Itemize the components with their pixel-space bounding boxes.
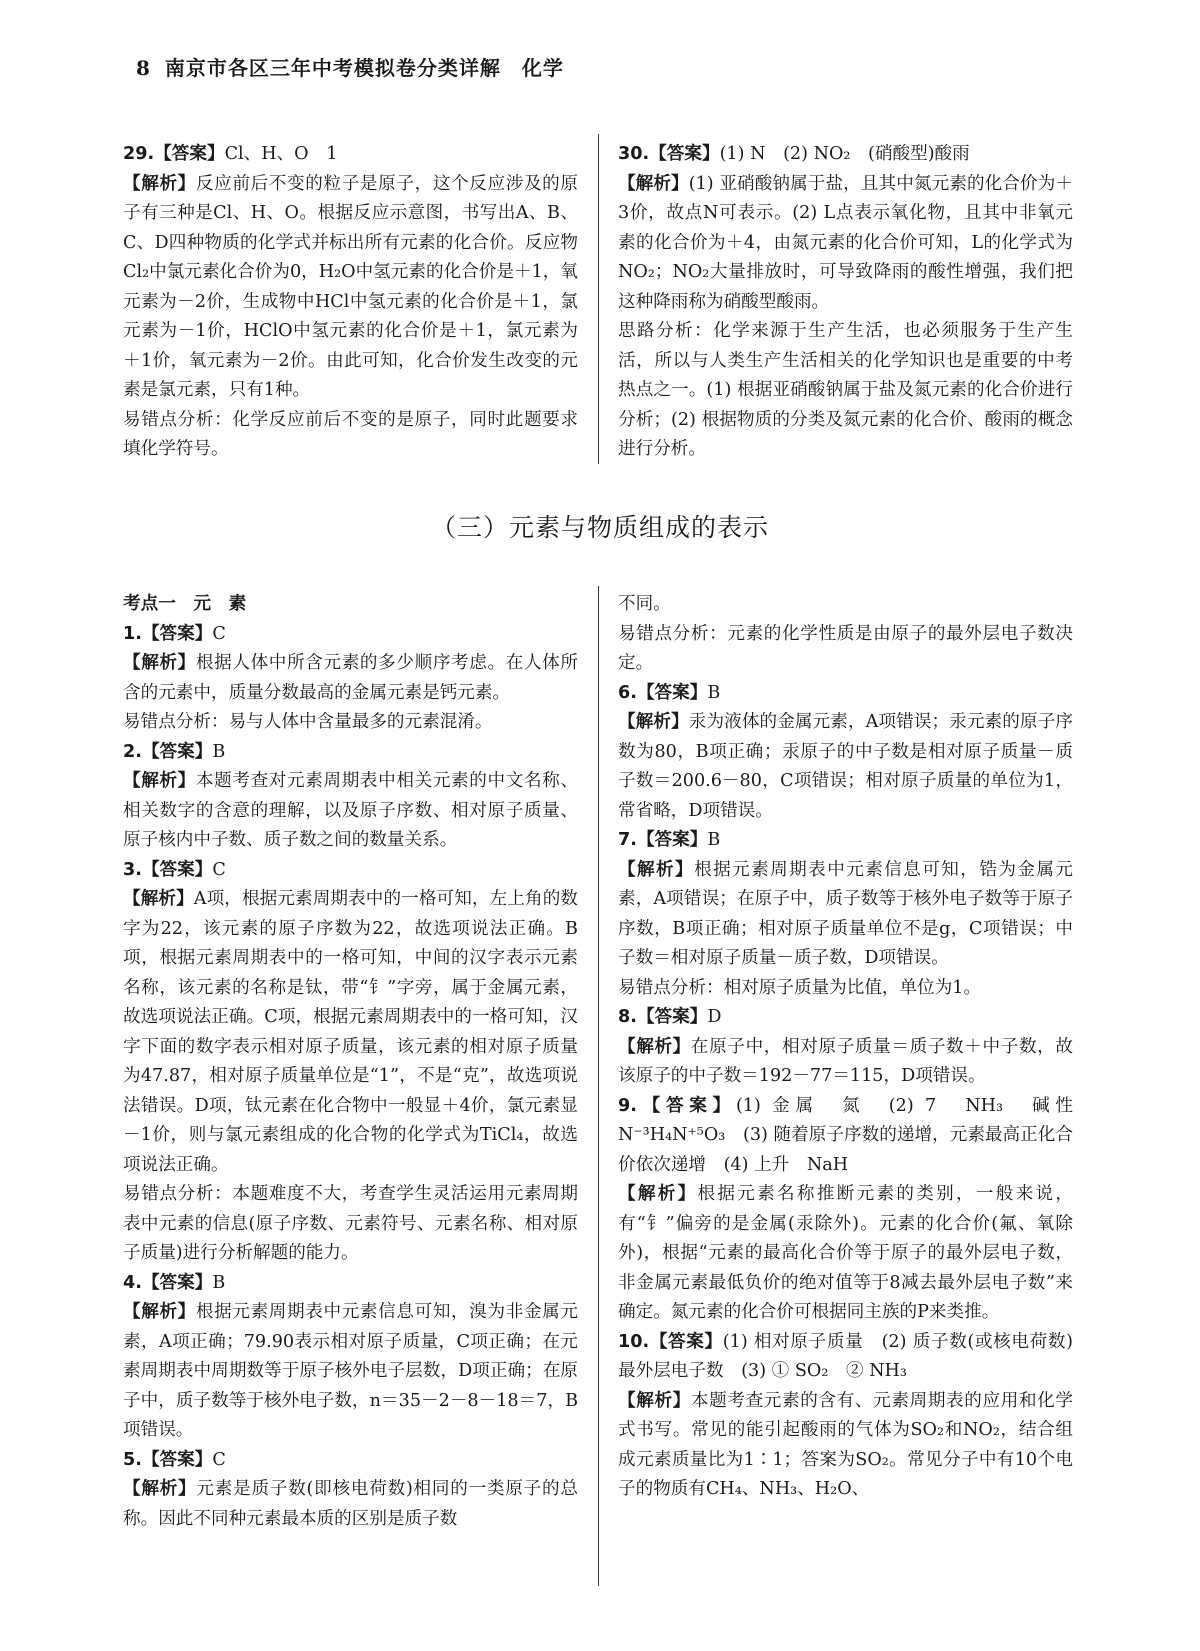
- answer-9: 9.【答案】(1) 金属 氮 (2) 7 NH₃ 碱性 N⁻³H₄N⁺⁵O₃ (3) 随着原子序数的递增，元素最高正化合价依次递增 (4) 上升 NaH: [618, 1095, 1091, 1175]
- analysis-9: 【解析】根据元素名称推断元素的类别，一般来说，有“钅”偏旁的是金属(汞除外)。元素的化合价(氟、氧除外)，根据“元素的最高化合价等于原子的最外层电子数，非金属元素最低负价的绝对值等于8减去最外层电子数”来确定。氮元素的化合价可根据同主族的P来类推。: [618, 1184, 1073, 1322]
- column-top-left: [123, 140, 578, 465]
- answer-3: 3.【答案】C: [123, 859, 226, 880]
- answer-2: 2.【答案】B: [123, 741, 226, 762]
- analysis-7: 【解析】根据元素周期表中元素信息可知，锆为金属元素，A项错误；在原子中，质子数等于核外电子数等于原子序数，B项正确；相对原子质量单位不是g，C项错误；中子数＝相对原子质量－质子数，D项错误。: [618, 859, 1073, 968]
- book-title: 南京市各区三年中考模拟卷分类详解 化学: [164, 56, 564, 80]
- analysis-29: 【解析】反应前后不变的粒子是原子，这个反应涉及的原子有三种是Cl、H、O。根据反应示意图，书写出A、B、C、D四种物质的化学式并标出所有元素的化合价。反应物Cl₂中氯元素化合价为0，H₂O中氢元素的化合价是＋1，氧元素为－2价，生成物中HCl中氢元素的化合价是＋1，氯元素为－1价，HClO中氢元素的化合价是＋1，氯元素为＋1价，氧元素为－2价。由此可知，化合价发生改变的元素是氯元素，只有1种。: [123, 173, 578, 400]
- column-bottom-left: [123, 590, 578, 1534]
- analysis-2: 【解析】本题考查对元素周期表中相关元素的中文名称、相关数字的含意的理解，以及原子序数、相对原子质量、原子核内中子数、质子数之间的数量关系。: [123, 771, 578, 850]
- answer-10: 10.【答案】(1) 相对原子质量 (2) 质子数(或核电荷数) 最外层电子数 (3) ① SO₂ ② NH₃: [618, 1331, 1091, 1381]
- analysis-8: 【解析】在原子中，相对原子质量＝质子数＋中子数，故该原子的中子数＝192－77＝115，D项错误。: [618, 1036, 1073, 1086]
- thinking-analysis-30: 思路分析：化学来源于生产生活，也必须服务于生产生活，所以与人类生产生活相关的化学知识也是重要的中考热点之一。(1) 根据亚硝酸钠属于盐及氮元素的化合价进行分析；(2) 根据物质的分类及氮元素的化合价、酸雨的概念进行分析。: [618, 321, 1073, 459]
- answer-1: 1.【答案】C: [123, 623, 226, 644]
- error-analysis-7: 易错点分析：相对原子质量为比值，单位为1。: [618, 977, 982, 998]
- page-header: [136, 52, 564, 81]
- answer-5: 5.【答案】C: [123, 1449, 226, 1470]
- analysis-3: 【解析】A项，根据元素周期表中的一格可知，左上角的数字为22，该元素的原子序数为22，故选项说法正确。B项，根据元素周期表中的一格可知，中间的汉字表示元素名称，该元素的名称是钛，带“钅”字旁，属于金属元素，故选项说法正确。C项，根据元素周期表中的一格可知，汉字下面的数字表示相对原子质量，该元素的相对原子质量为47.87，相对原子质量单位是“1”，不是“克”，故选项说法错误。D项，钛元素在化合物中一般显＋4价，氯元素显－1价，则与氯元素组成的化合物的化学式为TiCl₄，故选项说法正确。: [123, 889, 578, 1175]
- analysis-6: 【解析】汞为液体的金属元素，A项错误；汞元素的原子序数为80，B项正确；汞原子的中子数是相对原子质量－质子数＝200.6－80，C项错误；相对原子质量的单位为1，常省略，D项错误。: [618, 712, 1073, 821]
- page-number: 8: [136, 56, 151, 80]
- analysis-5: 【解析】元素是质子数(即核电荷数)相同的一类原子的总称。因此不同种元素最本质的区别是质子数: [123, 1479, 578, 1529]
- analysis-4: 【解析】根据元素周期表中元素信息可知，溴为非金属元素，A项正确；79.90表示相对原子质量，C项正确；在元素周期表中周期数等于原子核外电子层数，D项正确；在原子中，质子数等于核外电子数，n＝35－2－8－18＝7，B项错误。: [123, 1302, 578, 1440]
- analysis-1: 【解析】根据人体中所含元素的多少顺序考虑。在人体所含的元素中，质量分数最高的金属元素是钙元素。: [123, 653, 578, 703]
- section-title: （三）元素与物质组成的表示: [430, 513, 769, 542]
- answer-30: 30.【答案】(1) N (2) NO₂ (硝酸型)酸雨: [618, 144, 970, 164]
- column-divider: [598, 134, 599, 464]
- analysis-30: 【解析】(1) 亚硝酸钠属于盐，且其中氮元素的化合价为＋3价，故点N可表示。(2) L点表示氧化物，且其中非氧元素的化合价为＋4，由氮元素的化合价可知，L的化学式为NO₂；NO₂大量排放时，可导致降雨的酸性增强，我们把这种降雨称为硝酸型酸雨。: [618, 173, 1073, 312]
- error-analysis-5: 易错点分析：元素的化学性质是由原子的最外层电子数决定。: [618, 623, 1073, 673]
- column-divider: [598, 586, 599, 1586]
- answer-29: 29.【答案】Cl、H、O 1: [123, 144, 338, 164]
- kaodian-heading: 考点一 元 素: [123, 594, 247, 614]
- column-bottom-right: [618, 590, 1091, 1505]
- analysis-10: 【解析】本题考查元素的含有、元素周期表的应用和化学式书写。常见的能引起酸雨的气体为SO₂和NO₂，结合组成元素质量比为1∶1；答案为SO₂。常见分子中有10个电子的物质有CH₄、NH₃、H₂O、: [618, 1390, 1073, 1499]
- answer-7: 7.【答案】B: [618, 830, 721, 850]
- column-top-right: [618, 140, 1073, 465]
- answer-6: 6.【答案】B: [618, 682, 721, 703]
- error-analysis-29: 易错点分析：化学反应前后不变的是原子，同时此题要求填化学符号。: [123, 409, 578, 459]
- answer-8: 8.【答案】D: [618, 1007, 722, 1027]
- analysis-5-continued: 不同。: [618, 594, 671, 614]
- error-analysis-1: 易错点分析：易与人体中含量最多的元素混淆。: [123, 712, 493, 732]
- answer-4: 4.【答案】B: [123, 1272, 226, 1293]
- error-analysis-3: 易错点分析：本题难度不大，考查学生灵活运用元素周期表中元素的信息(原子序数、元素符号、元素名称、相对原子质量)进行分析解题的能力。: [123, 1184, 578, 1263]
